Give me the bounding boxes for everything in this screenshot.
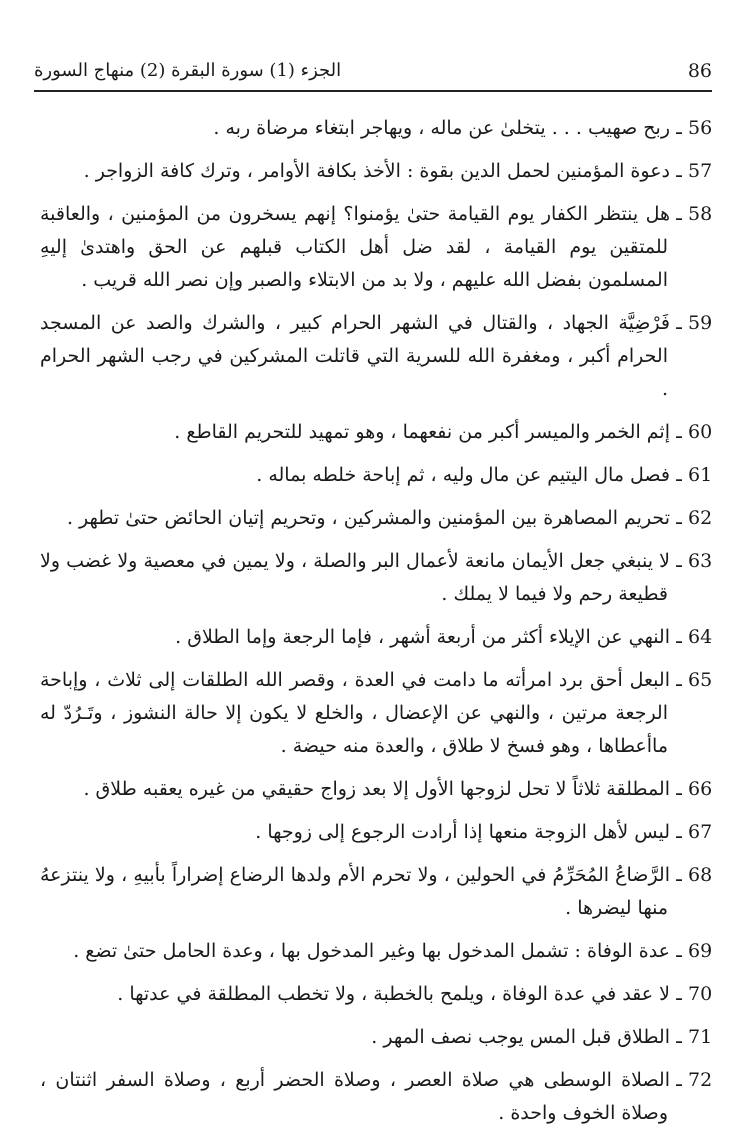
item-text: عدة الوفاة : تشمل المدخول بها وغير المدخول بها ، وعدة الحامل حتىٰ تضع . [73, 940, 670, 962]
page-number: 86 [687, 60, 712, 82]
list-item: 59ـفَرْضِيَّة الجهاد ، والقتال في الشهر الحرام كبير ، والشرك والصد عن المسجد الحرام أكبر ، ومغفرة الله للسرية التي قاتلت المشركين في رجب الشهر الحرام . [40, 307, 712, 406]
item-number: 63 [688, 550, 713, 572]
item-number: 64 [688, 626, 713, 648]
item-number: 68 [688, 864, 713, 886]
item-text: فَرْضِيَّة الجهاد ، والقتال في الشهر الحرام كبير ، والشرك والصد عن المسجد الحرام أكبر ، ومغفرة الله للسرية التي قاتلت المشركين في رجب الشهر الحرام . [40, 312, 670, 400]
running-title: الجزء (1) سورة البقرة (2) منهاج السورة [34, 60, 342, 81]
item-number: 72 [688, 1069, 713, 1091]
item-number: 65 [688, 669, 713, 691]
list-item: 56ـربح صهيب . . . يتخلىٰ عن ماله ، ويهاجر ابتغاء مرضاة ربه . [40, 112, 712, 145]
item-text: الصلاة الوسطى هي صلاة العصر ، وصلاة الحضر أربع ، وصلاة السفر اثنتان ، وصلاة الخوف واحدة . [40, 1069, 670, 1124]
item-text: ربح صهيب . . . يتخلىٰ عن ماله ، ويهاجر ابتغاء مرضاة ربه . [213, 117, 670, 139]
list-item: 68ـالرَّضاعُ المُحَرِّمُ في الحولين ، ولا تحرم الأم ولدها الرضاع إضراراً بأبيهِ ، ولا ينتزعهُ منها ليضرها . [40, 859, 712, 925]
list-item: 58ـهل ينتظر الكفار يوم القيامة حتىٰ يؤمنوا؟ إنهم يسخرون من المؤمنين ، والعاقبة للمتقين يوم القيامة ، لقد ضل أهل الكتاب قبلهم عن الحق واهتدىٰ إليهِ المسلمون بفضل الله عليهم ، ولا بد من الابتلاء والصبر وإن نصر الله قريب . [40, 198, 712, 297]
item-number: 58 [688, 203, 713, 225]
item-number: 61 [688, 464, 713, 486]
item-number: 67 [688, 821, 713, 843]
list-item: 57ـدعوة المؤمنين لحمل الدين بقوة : الأخذ بكافة الأوامر ، وترك كافة الزواجر . [40, 155, 712, 188]
list-item: 65ـالبعل أحق برد امرأته ما دامت في العدة ، وقصر الله الطلقات إلى ثلاث ، وإباحة الرجعة مرتين ، والنهي عن الإعضال ، والخلع لا يكون إلا حالة النشوز ، وتَـرُدّ له ماأعطاها ، وهو فسخ لا طلاق ، والعدة منه حيضة . [40, 664, 712, 763]
list-item: 63ـلا ينبغي جعل الأيمان مانعة لأعمال البر والصلة ، ولا يمين في معصية ولا غضب ولا قطيعة رحم ولا فيما لا يملك . [40, 545, 712, 611]
item-number: 57 [688, 160, 713, 182]
item-number: 59 [688, 312, 713, 334]
list-item: 71ـالطلاق قبل المس يوجب نصف المهر . [40, 1021, 712, 1054]
item-number: 71 [688, 1026, 713, 1048]
item-number: 62 [688, 507, 713, 529]
item-text: النهي عن الإيلاء أكثر من أربعة أشهر ، فإما الرجعة وإما الطلاق . [175, 626, 670, 648]
item-number: 70 [688, 983, 713, 1005]
item-text: الرَّضاعُ المُحَرِّمُ في الحولين ، ولا تحرم الأم ولدها الرضاع إضراراً بأبيهِ ، ولا ينتزعهُ منها ليضرها . [40, 864, 670, 919]
item-text: لا عقد في عدة الوفاة ، ويلمح بالخطبة ، ولا تخطب المطلقة في عدتها . [117, 983, 670, 1005]
list-item: 72ـالصلاة الوسطى هي صلاة العصر ، وصلاة الحضر أربع ، وصلاة السفر اثنتان ، وصلاة الخوف واحدة . [40, 1064, 712, 1130]
list-item: 64ـالنهي عن الإيلاء أكثر من أربعة أشهر ، فإما الرجعة وإما الطلاق . [40, 621, 712, 654]
item-number: 66 [688, 778, 713, 800]
item-text: فصل مال اليتيم عن مال وليه ، ثم إباحة خلطه بماله . [256, 464, 670, 486]
page-header [34, 56, 712, 92]
numbered-list [40, 112, 712, 1140]
item-text: تحريم المصاهرة بين المؤمنين والمشركين ، وتحريم إتيان الحائض حتىٰ تطهر . [66, 507, 670, 529]
list-item: 60ـإثم الخمر والميسر أكبر من نفعهما ، وهو تمهيد للتحريم القاطع . [40, 416, 712, 449]
item-text: الطلاق قبل المس يوجب نصف المهر . [371, 1026, 670, 1048]
list-item: 67ـليس لأهل الزوجة منعها إذا أرادت الرجوع إلى زوجها . [40, 816, 712, 849]
list-item: 70ـلا عقد في عدة الوفاة ، ويلمح بالخطبة ، ولا تخطب المطلقة في عدتها . [40, 978, 712, 1011]
item-text: لا ينبغي جعل الأيمان مانعة لأعمال البر والصلة ، ولا يمين في معصية ولا غضب ولا قطيعة رحم ولا فيما لا يملك . [40, 550, 670, 605]
item-text: إثم الخمر والميسر أكبر من نفعهما ، وهو تمهيد للتحريم القاطع . [174, 421, 670, 443]
item-text: المطلقة ثلاثاً لا تحل لزوجها الأول إلا بعد زواج حقيقي من غيره يعقبه طلاق . [83, 778, 670, 800]
item-text: هل ينتظر الكفار يوم القيامة حتىٰ يؤمنوا؟ إنهم يسخرون من المؤمنين ، والعاقبة للمتقين يوم القيامة ، لقد ضل أهل الكتاب قبلهم عن الحق واهتدىٰ إليهِ المسلمون بفضل الله عليهم ، ولا بد من الابتلاء والصبر وإن نصر الله قريب . [40, 203, 670, 291]
list-item: 66ـالمطلقة ثلاثاً لا تحل لزوجها الأول إلا بعد زواج حقيقي من غيره يعقبه طلاق . [40, 773, 712, 806]
list-item: 62ـتحريم المصاهرة بين المؤمنين والمشركين ، وتحريم إتيان الحائض حتىٰ تطهر . [40, 502, 712, 535]
item-number: 56 [688, 117, 713, 139]
list-item: 69ـعدة الوفاة : تشمل المدخول بها وغير المدخول بها ، وعدة الحامل حتىٰ تضع . [40, 935, 712, 968]
list-item: 61ـفصل مال اليتيم عن مال وليه ، ثم إباحة خلطه بماله . [40, 459, 712, 492]
item-text: دعوة المؤمنين لحمل الدين بقوة : الأخذ بكافة الأوامر ، وترك كافة الزواجر . [83, 160, 670, 182]
item-number: 60 [688, 421, 713, 443]
item-number: 69 [688, 940, 713, 962]
item-text: ليس لأهل الزوجة منعها إذا أرادت الرجوع إلى زوجها . [255, 821, 670, 843]
item-text: البعل أحق برد امرأته ما دامت في العدة ، وقصر الله الطلقات إلى ثلاث ، وإباحة الرجعة مرتين ، والنهي عن الإعضال ، والخلع لا يكون إلا حالة النشوز ، وتَـرُدّ له ماأعطاها ، وهو فسخ لا طلاق ، والعدة منه حيضة . [40, 669, 670, 757]
